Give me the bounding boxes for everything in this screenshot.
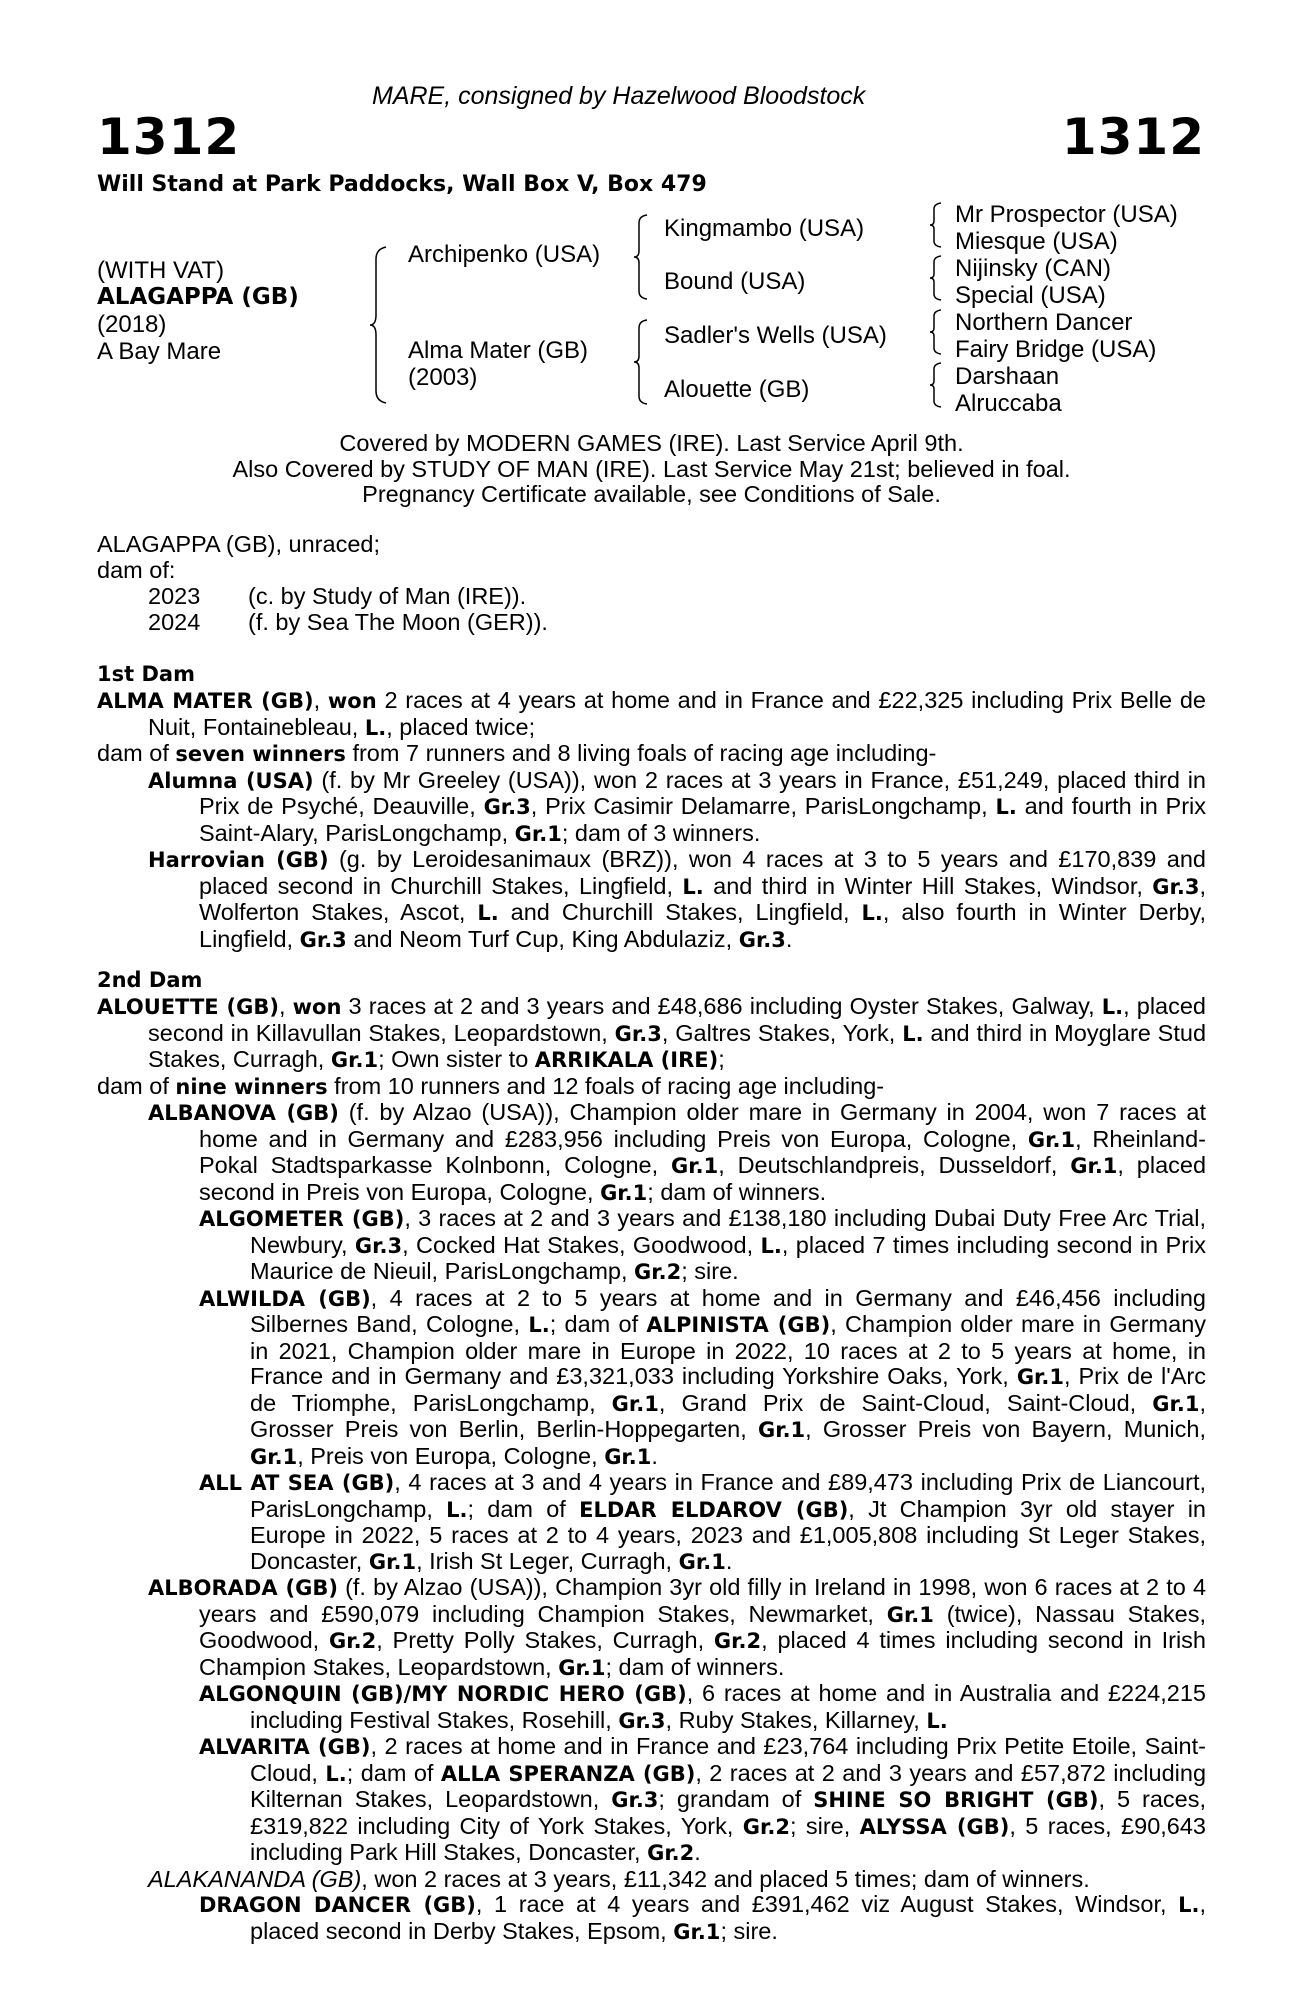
pedigree-sire-dam: Bound (USA) <box>664 268 806 295</box>
text: , 3 races at 2 and 3 years and £138,180 including Dubai Duty Free Arc Trial, Newbury, <box>250 1205 1206 1258</box>
grade: Gr.1 <box>673 1919 721 1944</box>
text: , Grosser Preis von Berlin, Berlin-Hoppegarten, <box>250 1389 1207 1442</box>
won-label: won <box>292 995 342 1019</box>
text: , 4 races at 3 and 4 years in France and £89,473 including Prix de Liancourt, ParisLongchamp, <box>250 1469 1206 1522</box>
progeny-name: ALVARITA (GB) <box>199 1735 371 1759</box>
grade: L. <box>364 715 387 740</box>
grade: Gr.3 <box>1152 874 1200 899</box>
produce-foal: (f. by Sea The Moon (GER)). <box>248 609 548 635</box>
text: (f. by Alzao (USA)), Champion 3yr old filly in Ireland in 1998, won 6 races at 2 to 4 years and £590,079 including Champion Stakes, Newmarket, <box>199 1574 1207 1627</box>
text: , Prix Casimir Delamarre, ParisLongchamp, <box>530 793 988 819</box>
produce-foal: (c. by Study of Man (IRE)). <box>248 583 527 609</box>
produce-year: 2024 <box>148 609 201 635</box>
grade: Gr.1 <box>604 1444 652 1469</box>
pedigree-dam: Alma Mater (GB) <box>408 337 589 364</box>
grade: Gr.3 <box>299 927 347 952</box>
text: , placed 7 times including second in Prix Maurice de Nieuil, ParisLongchamp, <box>250 1231 1206 1284</box>
pedigree-dam-year: (2003) <box>408 364 478 391</box>
dam-name: ALMA MATER (GB) <box>97 689 314 713</box>
text: Prix Belle de Nuit, Fontainebleau, <box>148 687 1206 740</box>
pedigree-brace-dd <box>928 362 944 408</box>
pedigree-sire-sire: Kingmambo (USA) <box>664 215 865 242</box>
text: , Ruby Stakes, Killarney, <box>665 1706 920 1733</box>
text: , won 2 races at 3 years, £11,342 and placed 5 times; dam of winners. <box>361 1865 1090 1892</box>
text: ; sire. <box>720 1917 778 1944</box>
grade: Gr.3 <box>354 1233 403 1258</box>
progeny-name: Alumna (USA) <box>148 768 314 793</box>
text: , also fourth in Winter Derby, Lingfield, <box>199 899 1207 952</box>
text: , Rheinland-Pokal Stadtsparkasse Kolnbonn, Cologne, <box>199 1125 1207 1178</box>
grade: Gr.1 <box>671 1154 719 1178</box>
grade: Gr.1 <box>886 1602 934 1627</box>
text: , 6 races at home and in Australia and £224,215 including Festival Stakes, Rosehill, <box>250 1680 1206 1733</box>
horse-name: ALAGAPPA (GB) <box>97 284 299 310</box>
second-dam-paragraph: ALOUETTE (GB), won 3 races at 2 and 3 years and £48,686 including Oyster Stakes, Galway, L., placed second in Killavullan Stakes, Leopardstown, Gr.3, Galtres Stakes, York, L. and third in Moyglare Stud Stakes, Curragh, Gr.1; Own sister to ARRIKALA (IRE); dam of nine winners from 10 runners and 12 foals of racing age including- ALBANOVA (GB) (f. by Alzao (USA)), Champion older mare in Germany in 2004, won 7 races at home and in Germany and £283,956 including Preis von Europa, Cologne, Gr.1, Rheinland-Pokal Stadtsparkasse Kolnbonn, Cologne, Gr.1, Deutschlandpreis, Dusseldorf, Gr.1, placed second in Preis von Europa, Cologne, Gr.1; dam of winners. ALGOMETER (GB), 3 races at 2 and 3 years and £138,180 including Dubai Duty Free Arc Trial, Newbury, Gr.3, Cocked Hat Stakes, Goodwood, L., placed 7 times including second in Prix Maurice de Nieuil, ParisLongchamp, Gr.2; sire. ALWILDA (GB), 4 races at 2 to 5 years at home and in Germany and £46,456 including Silbernes Band, Cologne, L.; dam of ALPINISTA (GB), Champion older mare in Germany in 2021, Champion older mare in Europe in 2022, 10 races at 2 to 5 years at home, in France and in Germany and £3,321,033 including Yorkshire Oaks, York, Gr.1, Prix de l'Arc de Triomphe, ParisLongchamp, Gr.1, Grand Prix de Saint-Cloud, Saint-Cloud, Gr.1, Grosser Preis von Berlin, Berlin-Hoppegarten, Gr.1, Grosser Preis von Bayern, Munich, Gr.1, Preis von Europa, Cologne, Gr.1. ALL AT SEA (GB), 4 races at 3 and 4 years in France and £89,473 including Prix de Liancourt, ParisLongchamp, L.; dam of ELDAR ELDAROV (GB), Jt Champion 3yr old stayer in Europe in 2022, 5 races at 2 to 4 years, 2023 and £1,005,808 including St Leger Stakes, Doncaster, Gr.1, Irish St Leger, Curragh, Gr.1. ALBORADA (GB) (f. by Alzao (USA)), Champion 3yr old filly in Ireland in 1998, won 6 races at 2 to 4 years and £590,079 including Champion Stakes, Newmarket, Gr.1 (twice), Nassau Stakes, Goodwood, Gr.2, Pretty Polly Stakes, Curragh, Gr.2, placed 4 times including second in Irish Champion Stakes, Leopardstown, Gr.1; dam of winners. ALGONQUIN (GB)/MY NORDIC HERO (GB), 6 races at home and in Australia and £224,215 including Festival Stakes, Rosehill, Gr.3, Ruby Stakes, Killarney, L. ALVARITA (GB), 2 races at home and in France and £23,764 including Prix Petite Etoile, Saint-Cloud, L.; dam of ALLA SPERANZA (GB), 2 races at 2 and 3 years and £57,872 including Kilternan Stakes, Leopardstown, Gr.3; grandam of SHINE SO BRIGHT (GB), 5 races, £319,822 including City of York Stakes, York, Gr.2; sire, ALYSSA (GB), 5 races, £90,643 including Park Hill Stakes, Doncaster, Gr.2. ALAKANANDA (GB), won 2 races at 3 years, £11,342 and placed 5 times; dam of winners. DRAGON DANCER (GB), 1 race at 4 years and £391,462 viz August Stakes, Windsor, L., placed second in Derby Stakes, Epsom, Gr.1; sire. <box>97 993 1207 1944</box>
pedigree-brace-dam <box>632 318 650 406</box>
grade: Gr.1 <box>611 1391 659 1416</box>
grade: Gr.1 <box>600 1180 648 1205</box>
text: from 10 runners and 12 foals of racing age including- <box>334 1072 885 1099</box>
text: , Pretty Polly Stakes, Curragh, <box>376 1627 705 1653</box>
text: from 7 runners and 8 living foals of racing age including- <box>352 740 937 766</box>
grade: Gr.1 <box>757 1418 806 1442</box>
pedigree-sdd: Special (USA) <box>955 282 1106 309</box>
text: , Wolferton Stakes, Ascot, <box>199 872 1206 925</box>
text: , Deutschlandpreis, Dusseldorf, <box>718 1152 1058 1178</box>
text: (g. by Leroidesanimaux (BRZ)), won 4 races at 3 to 5 years and £170,839 and placed second in Churchill Stakes, Lingfield, <box>199 846 1206 899</box>
lot-number-left: 1312 <box>97 108 241 166</box>
text: ; dam of <box>467 1495 566 1522</box>
produce-year: 2023 <box>148 583 201 609</box>
covering-line: Also Covered by STUDY OF MAN (IRE). Last Service May 21st; believed in foal. <box>232 455 1071 482</box>
grade: Gr.2 <box>634 1260 682 1284</box>
text: . <box>651 1442 658 1469</box>
won-label: won <box>327 689 377 713</box>
text: , Galtres Stakes, York, <box>661 1019 896 1046</box>
text: and Neom Turf Cup, King Abdulaziz, <box>353 925 733 952</box>
vat-note: (WITH VAT) <box>97 257 225 284</box>
grade: Gr.1 <box>368 1549 417 1574</box>
progeny-name: SHINE SO BRIGHT (GB) <box>813 1788 1099 1812</box>
grade: Gr.1 <box>1027 1127 1076 1152</box>
grade: Gr.2 <box>329 1629 377 1653</box>
text: , placed twice; <box>386 713 536 740</box>
pedigree-sds: Nijinsky (CAN) <box>955 255 1111 282</box>
horse-description: A Bay Mare <box>97 338 222 365</box>
grade: Gr.3 <box>614 1021 662 1046</box>
text: ; dam of <box>346 1759 434 1786</box>
progeny-name: ALBANOVA (GB) <box>148 1101 339 1125</box>
grade: Gr.1 <box>250 1444 298 1469</box>
text: 2 races at 4 years at home and in France and £22,325 including <box>384 687 1064 713</box>
text: ; dam of <box>549 1311 639 1337</box>
grade: Gr.1 <box>1152 1391 1200 1416</box>
progeny-name: ALL AT SEA (GB) <box>199 1471 395 1495</box>
grade: Gr.1 <box>514 821 562 846</box>
pedigree-brace-sd <box>928 255 944 301</box>
pedigree-dam-sire: Sadler's Wells (USA) <box>664 322 887 349</box>
pedigree-brace-ds <box>928 309 944 355</box>
progeny-name: ALAKANANDA (GB) <box>148 1865 362 1892</box>
grade: Gr.1 <box>330 1048 379 1072</box>
grade: Gr.3 <box>483 795 531 819</box>
sale-subtitle: MARE, consigned by Hazelwood Bloodstock <box>372 82 866 110</box>
text: (f. by Alzao (USA)), Champion older mare in Germany in 2004, won 7 races at home and in Germany and £283,956 including Preis von Europa, Cologne, <box>199 1099 1206 1152</box>
text: . <box>785 925 793 952</box>
covering-notes <box>97 431 1206 508</box>
text: , Irish St Leger, Curragh, <box>416 1547 673 1574</box>
progeny-name: ALWILDA (GB) <box>199 1286 371 1311</box>
text: ; sire. <box>681 1258 739 1284</box>
grade: Gr.1 <box>1016 1365 1065 1389</box>
text: . <box>694 1839 701 1865</box>
horse-year: (2018) <box>97 311 167 338</box>
text: 3 races at 2 and 3 years and £48,686 including Oyster Stakes, Galway, <box>348 993 1095 1019</box>
text: and fourth in Prix Saint-Alary, ParisLongchamp, <box>199 793 1207 846</box>
grade: L. <box>760 1233 782 1258</box>
progeny-name: ALPINISTA (GB) <box>646 1313 831 1337</box>
text: . <box>725 1547 733 1574</box>
grade: L. <box>861 901 883 925</box>
pedigree-ddd: Alruccaba <box>955 390 1062 417</box>
text: dam of <box>97 1072 169 1099</box>
pedigree-dds: Darshaan <box>955 363 1060 390</box>
text: , placed 4 times including second in Irish Champion Stakes, Leopardstown, <box>199 1627 1207 1680</box>
grade: L. <box>477 901 499 925</box>
text: , 5 races, £319,822 including City of York Stakes, York, <box>250 1786 1207 1839</box>
grade: Gr.3 <box>738 927 786 952</box>
progeny-name: Harrovian (GB) <box>148 848 329 872</box>
text: , 4 races at 2 to 5 years at home and in Germany and £46,456 including Silbernes Band, Cologne, <box>250 1284 1206 1337</box>
pedigree-brace-ss <box>928 202 944 248</box>
dam-name: ALOUETTE (GB) <box>97 995 279 1019</box>
progeny-name: ALGOMETER (GB) <box>199 1207 405 1231</box>
text: dam of <box>97 740 169 766</box>
text: and third in Moyglare Stud Stakes, Curragh, <box>148 1019 1207 1072</box>
text: and Churchill Stakes, Lingfield, <box>510 899 850 925</box>
pedigree-dsd: Fairy Bridge (USA) <box>955 336 1157 363</box>
pedigree-dam-dam: Alouette (GB) <box>664 376 810 403</box>
text: (twice), Nassau Stakes, Goodwood, <box>199 1600 1206 1653</box>
text: ; Own sister to <box>378 1046 529 1072</box>
grade: L. <box>926 1708 948 1733</box>
grade: Gr.1 <box>678 1549 726 1574</box>
grade: Gr.1 <box>1070 1154 1118 1178</box>
text: ; dam of 3 winners. <box>561 819 761 846</box>
stand-location: Will Stand at Park Paddocks, Wall Box V, Box 479 <box>97 172 707 197</box>
grade: Gr.2 <box>713 1629 762 1653</box>
text: , placed second in Preis von Europa, Cologne, <box>199 1152 1207 1205</box>
record-line: dam of: <box>97 557 176 583</box>
grade: L. <box>528 1313 550 1337</box>
text: , Champion older mare in Germany in 2021, Champion older mare in Europe in 2022, 10 races at 2 to 5 years at home, in France and in Germany and £3,321,033 including Yorkshire Oaks, York, <box>250 1311 1207 1389</box>
record-line: ALAGAPPA (GB), unraced; <box>97 531 380 557</box>
grade: Gr.1 <box>558 1655 606 1680</box>
covering-line: Covered by MODERN GAMES (IRE). Last Service April 9th. <box>339 430 964 456</box>
text: , Prix de l'Arc de Triomphe, ParisLongchamp, <box>250 1363 1206 1416</box>
first-dam-paragraph: ALMA MATER (GB), won 2 races at 4 years at home and in France and £22,325 including Prix Belle de Nuit, Fontainebleau, L., placed twice; dam of seven winners from 7 runners and 8 living foals of racing age including- Alumna (USA) (f. by Mr Greeley (USA)), won 2 races at 3 years in France, £51,249, placed third in Prix de Psyché, Deauville, Gr.3, Prix Casimir Delamarre, ParisLongchamp, L. and fourth in Prix Saint-Alary, ParisLongchamp, Gr.1; dam of 3 winners. Harrovian (GB) (g. by Leroidesanimaux (BRZ)), won 4 races at 3 to 5 years and £170,839 and placed second in Churchill Stakes, Lingfield, L. and third in Winter Hill Stakes, Windsor, Gr.3, Wolferton Stakes, Ascot, L. and Churchill Stakes, Lingfield, L., also fourth in Winter Derby, Lingfield, Gr.3 and Neom Turf Cup, King Abdulaziz, Gr.3. <box>97 687 1207 952</box>
grade: L. <box>902 1021 924 1046</box>
progeny-name: ALLA SPERANZA (GB) <box>440 1761 696 1786</box>
pedigree-sss: Mr Prospector (USA) <box>955 201 1178 228</box>
grade: L. <box>682 874 704 899</box>
winners-count: nine winners <box>175 1074 328 1099</box>
pedigree-brace-sire <box>632 213 650 301</box>
text: ; <box>718 1046 725 1072</box>
pedigree-sire: Archipenko (USA) <box>408 241 601 268</box>
grade: Gr.2 <box>742 1814 790 1839</box>
grade: L. <box>1178 1893 1200 1917</box>
text: (f. by Mr Greeley (USA)), won 2 races at 3 years in France, £51,249, placed third in Prix de Psyché, Deauville, <box>199 766 1206 819</box>
first-dam-heading: 1st Dam <box>97 662 195 686</box>
text: , Cocked Hat Stakes, Goodwood, <box>402 1231 754 1258</box>
pedigree-brace-main <box>368 245 390 405</box>
text: ; dam of winners. <box>605 1653 785 1680</box>
lot-number-right: 1312 <box>1061 108 1205 166</box>
text: , 5 races, £90,643 including Park Hill Stakes, Doncaster, <box>250 1812 1207 1865</box>
text: , placed second in Killavullan Stakes, Leopardstown, <box>148 993 1206 1046</box>
grade: Gr.3 <box>611 1788 659 1812</box>
text: , 1 race at 4 years and £391,462 viz August Stakes, Windsor, <box>475 1891 1167 1917</box>
grade: L. <box>995 795 1017 819</box>
progeny-name: ALBORADA (GB) <box>148 1576 338 1600</box>
grade: L. <box>1101 995 1124 1019</box>
pedigree-ssd: Miesque (USA) <box>955 228 1118 255</box>
text: , Jt Champion 3yr old stayer in Europe in 2022, 5 races at 2 to 4 years, 2023 and £1,005,808 including St Leger Stakes, Doncaster, <box>250 1495 1206 1574</box>
second-dam-heading: 2nd Dam <box>97 968 203 992</box>
grade: L. <box>325 1761 347 1786</box>
grade: Gr.3 <box>618 1708 666 1733</box>
progeny-name: ALYSSA (GB) <box>859 1814 1010 1839</box>
text: , Grand Prix de Saint-Cloud, Saint-Cloud, <box>658 1389 1137 1416</box>
progeny-name: ALGONQUIN (GB)/MY NORDIC HERO (GB) <box>199 1682 687 1706</box>
text: ; grandam of <box>658 1786 802 1812</box>
progeny-name: ELDAR ELDAROV (GB) <box>579 1497 849 1522</box>
progeny-name: DRAGON DANCER (GB) <box>199 1893 476 1917</box>
text: ; dam of winners. <box>647 1178 827 1205</box>
grade: L. <box>446 1497 468 1522</box>
sibling-name: ARRIKALA (IRE) <box>534 1048 719 1072</box>
pedigree-dss: Northern Dancer <box>955 309 1133 336</box>
grade: Gr.2 <box>647 1841 695 1865</box>
covering-line: Pregnancy Certificate available, see Conditions of Sale. <box>362 481 941 507</box>
text: and third in Winter Hill Stakes, Windsor, <box>713 872 1143 899</box>
text: , Grosser Preis von Bayern, Munich, <box>805 1416 1207 1442</box>
text: ; sire, <box>789 1812 851 1839</box>
text: , placed second in Derby Stakes, Epsom, <box>250 1891 1207 1944</box>
text: , 2 races at 2 and 3 years and £57,872 including Kilternan Stakes, Leopardstown, <box>250 1759 1207 1812</box>
text: , 2 races at home and in France and £23,764 including Prix Petite Etoile, Saint-Cloud, <box>250 1733 1206 1786</box>
text: , Preis von Europa, Cologne, <box>297 1442 598 1469</box>
winners-count: seven winners <box>175 742 346 766</box>
